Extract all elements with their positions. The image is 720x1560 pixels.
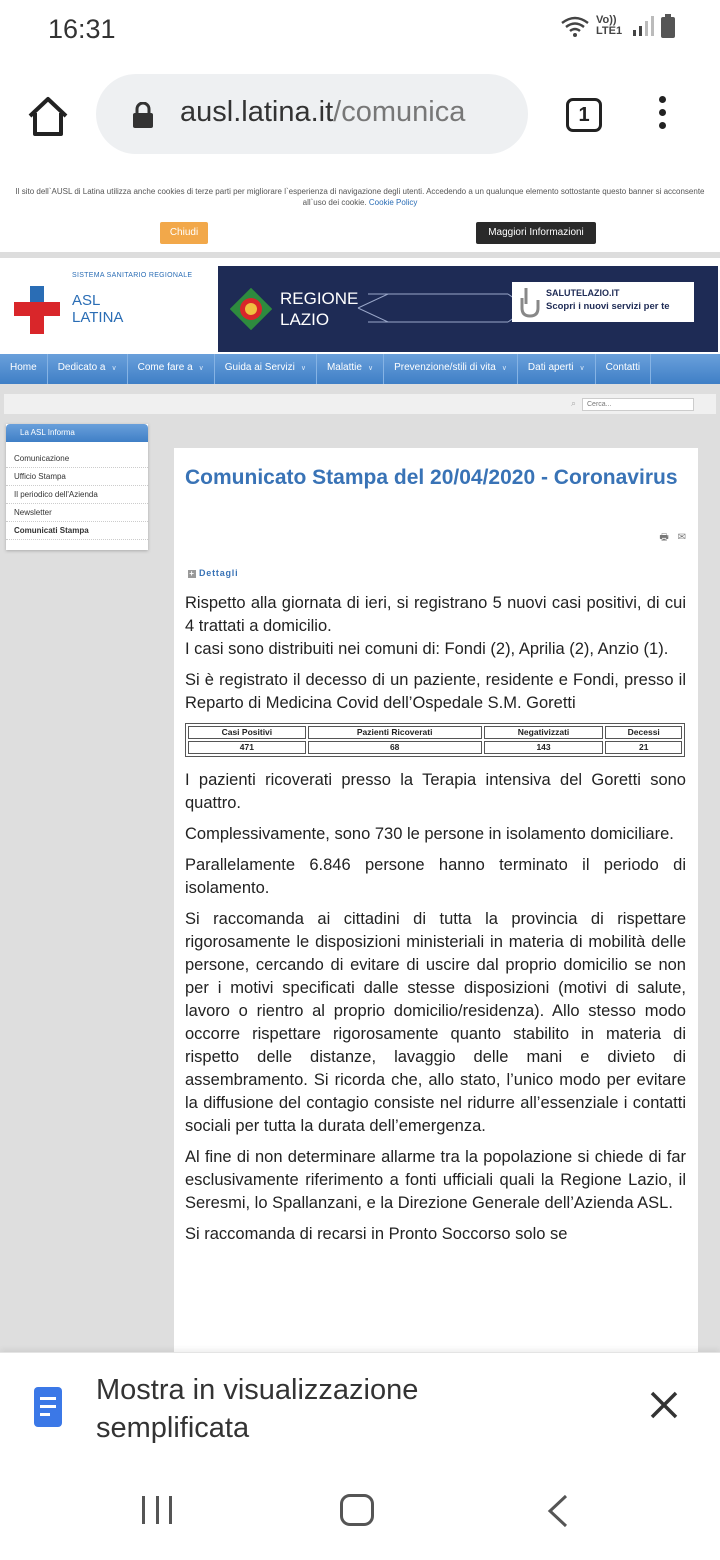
- site-header: [0, 264, 720, 356]
- regione-emblem-icon: [230, 288, 272, 330]
- wifi-icon: [560, 15, 590, 37]
- sidebar-title: La ASL Informa: [6, 424, 148, 442]
- document-icon: [34, 1387, 62, 1427]
- search-row: [4, 394, 716, 414]
- hand-icon: [516, 286, 540, 318]
- paragraph: I pazienti ricoverati presso la Terapia intensiva del Goretti sono quattro.: [185, 771, 686, 812]
- cookie-policy-link[interactable]: Cookie Policy: [368, 198, 418, 207]
- url-host: ausl.latina.it: [180, 96, 334, 128]
- nav-item-dedicato-a[interactable]: Dedicato a ∨: [48, 354, 128, 384]
- status-time: 16:31: [48, 14, 116, 44]
- paragraph: Parallelamente 6.846 persone hanno terminato il periodo di isolamento.: [185, 856, 686, 897]
- status-icons: [560, 14, 676, 38]
- paragraph: Si è registrato il decesso di un paziente, residente e Fondi, presso il Reparto di Medicina Covid dell’Ospedale S.M. Goretti: [185, 671, 686, 712]
- status-bar: [0, 0, 720, 60]
- home-nav-icon[interactable]: [340, 1494, 374, 1526]
- sidebar-item-comunicazione[interactable]: Comunicazione: [6, 450, 148, 468]
- sidebar: [6, 424, 148, 550]
- asl-cross-logo[interactable]: [14, 286, 62, 334]
- cookie-banner: [0, 170, 720, 258]
- chevron-down-icon: ∨: [198, 365, 204, 372]
- header-caption: SISTEMA SANITARIO REGIONALE: [72, 272, 193, 279]
- network-label: Vo)) LTE1: [596, 14, 623, 37]
- nav-item-home[interactable]: Home: [0, 354, 48, 384]
- table-cell: 21: [605, 741, 682, 754]
- content-area: [0, 384, 720, 1352]
- stats-table: [185, 723, 685, 757]
- chevron-down-icon: ∨: [501, 365, 507, 372]
- back-icon[interactable]: [546, 1494, 570, 1528]
- table-cell: 143: [484, 741, 604, 754]
- address-bar[interactable]: [96, 74, 528, 154]
- table-row: [188, 741, 682, 754]
- menu-icon[interactable]: [652, 96, 672, 136]
- cookie-close-button[interactable]: Chiudi: [160, 222, 208, 244]
- table-cell: 68: [308, 741, 482, 754]
- table-cell: 471: [188, 741, 306, 754]
- paragraph: Rispetto alla giornata di ieri, si registrano 5 nuovi casi positivi, di cui 4 trattati a domicilio. I casi sono distribuiti nei comuni di: Fondi (2), Aprilia (2), Anzio (1).: [185, 594, 686, 658]
- simplified-view-label[interactable]: Mostra in visualizzazione semplificata: [96, 1374, 419, 1444]
- paragraph: Al fine di non determinare allarme tra la popolazione si chiede di far esclusivamente riferimento a fonti ufficiali quali la Regione Lazio, il Seresmi, lo Spallanzani, e la Direzione Generale dell’Azienda ASL.: [185, 1148, 686, 1212]
- salutelazio-promo[interactable]: [512, 282, 694, 322]
- nav-item-come-fare-a[interactable]: Come fare a ∨: [128, 354, 215, 384]
- article-title: Comunicato Stampa del 20/04/2020 - Coronavirus: [185, 466, 678, 489]
- print-icon[interactable]: 🖶: [659, 532, 669, 543]
- chevron-down-icon: ∨: [579, 365, 585, 372]
- lock-icon: [132, 102, 154, 128]
- battery-icon: [660, 14, 676, 38]
- nav-item-malattie[interactable]: Malattie ∨: [317, 354, 384, 384]
- signal-icon: [632, 16, 654, 36]
- sidebar-item-periodico[interactable]: Il periodico dell'Azienda: [6, 486, 148, 504]
- paragraph: Si raccomanda di recarsi in Pronto Soccorso solo se: [185, 1225, 568, 1243]
- nav-item-contatti[interactable]: Contatti: [596, 354, 651, 384]
- nav-item-guida-ai-servizi[interactable]: Guida ai Servizi ∨: [215, 354, 317, 384]
- email-icon[interactable]: ✉: [677, 532, 686, 543]
- cookie-more-info-button[interactable]: Maggiori Informazioni: [476, 222, 596, 244]
- chevron-down-icon: ∨: [111, 365, 117, 372]
- details-toggle[interactable]: + Dettagli: [189, 568, 239, 578]
- paragraph: Si raccomanda ai cittadini di tutta la provincia di rispettare rigorosamente le disposizioni ministeriali in materia di mobilità delle persone, cercando di evitare di uscire dal proprio domicilio se non per i motivi specificati dalle stesse disposizioni (motivi di salute, lavoro o rientro al proprio domicilio/residenza). Allo stesso modo occorre rispettare rigorosamente quanto stabilito in materia di rispetto delle distanze, lavaggio delle mani e divieto di assembramento. Si ricorda che, allo stato, l’unico modo per evitare la diffusione del contagio consiste nel ridurre all’essenziale i contatti sociali per tutta la durata dell’emergenza.: [185, 910, 686, 1135]
- nav-item-dati-aperti[interactable]: Dati aperti ∨: [518, 354, 596, 384]
- sidebar-item-comunicati-stampa[interactable]: Comunicati Stampa: [6, 522, 148, 540]
- home-icon[interactable]: [26, 94, 70, 138]
- cookie-text: Il sito dell`AUSL di Latina utilizza anche cookies di terze parti per migliorare l`esperienza di navigazione degli utenti. Accedendo a un qualunque elemento sottostante questo banner si acconsente all`uso dei cookie. Cookie Policy: [15, 187, 705, 207]
- promo-text: Scopri i nuovi servizi per te: [546, 301, 670, 312]
- tabs-button[interactable]: 1: [566, 98, 602, 132]
- regione-name: REGIONE LAZIO: [280, 289, 359, 329]
- article-tools: [659, 530, 686, 547]
- browser-toolbar: [0, 60, 720, 170]
- url-path: /comunica: [333, 96, 466, 128]
- url-text[interactable]: [180, 96, 512, 129]
- paragraph: Complessivamente, sono 730 le persone in isolamento domiciliare.: [185, 825, 674, 843]
- plus-icon: +: [189, 569, 195, 578]
- sidebar-item-newsletter[interactable]: Newsletter: [6, 504, 148, 522]
- chevron-down-icon: ∨: [367, 365, 374, 372]
- regione-lazio-banner[interactable]: [218, 266, 718, 352]
- table-header: Negativizzati: [484, 726, 604, 739]
- table-header: Decessi: [605, 726, 682, 739]
- system-nav-bar: [0, 1464, 720, 1560]
- search-input[interactable]: Cerca...: [582, 398, 694, 411]
- search-icon[interactable]: ⌕: [570, 398, 576, 408]
- article: [174, 448, 698, 1352]
- promo-title: SALUTELAZIO.IT: [546, 288, 620, 298]
- sidebar-item-ufficio-stampa[interactable]: Ufficio Stampa: [6, 468, 148, 486]
- web-page: [0, 170, 720, 1352]
- nav-item-prevenzione-stili-di-vita[interactable]: Prevenzione/stili di vita ∨: [384, 354, 518, 384]
- table-header: Casi Positivi: [188, 726, 306, 739]
- recents-icon[interactable]: [142, 1496, 172, 1526]
- chevron-down-icon: ∨: [300, 365, 306, 372]
- main-nav: [0, 354, 720, 384]
- table-header: Pazienti Ricoverati: [308, 726, 482, 739]
- asl-name[interactable]: ASL LATINA: [72, 292, 124, 326]
- simplified-view-card[interactable]: [0, 1352, 720, 1464]
- table-header-row: [188, 726, 682, 739]
- article-body: [185, 592, 686, 1254]
- close-icon[interactable]: [648, 1389, 680, 1421]
